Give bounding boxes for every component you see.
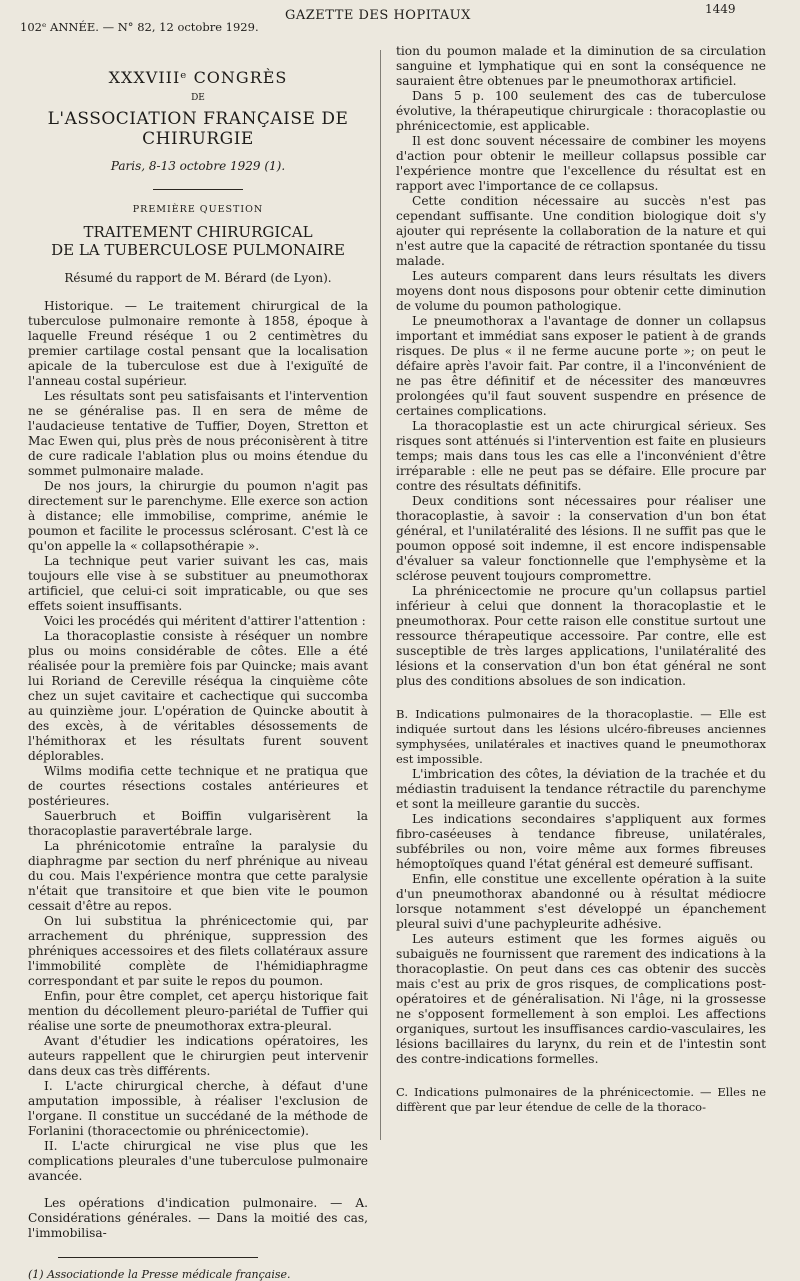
association-title: L'ASSOCIATION FRANÇAISE DE CHIRURGIE (47, 109, 349, 149)
section-c-heading: C. Indications pulmonaires de la phrénicectomie. — Elles ne diffèrent que par leur étendue de celle de la thoraco- (396, 1085, 766, 1114)
section-heading-paragraph: Les opérations d'indication pulmonaire. — A. Considérations générales. — Dans la moitié des cas, l'immobilisa- (28, 1196, 368, 1240)
report-summary-line: Résumé du rapport de M. Bérard (de Lyon). (64, 271, 332, 285)
paragraph: La phrénicectomie ne procure qu'un collapsus partiel inférieur à celui que donnent la thoracoplastie et le pneumothorax. Pour cette raison elle constitue surtout une ressource thérapeutique accessoire. Par contre, elle est susceptible de très larges applications, l'unilatéralité des lésions et la conservation d'un bon état général ne sont plus des conditions absolues de son indication. (396, 584, 766, 688)
footnote-rule (58, 1257, 258, 1258)
paragraph: Dans 5 p. 100 seulement des cas de tuberculose évolutive, la thérapeutique chirurgicale : thoracoplastie ou phrénicectomie, est applicable. (396, 89, 766, 133)
question-label: PREMIÈRE QUESTION (132, 204, 264, 215)
paragraph: Enfin, elle constitue une excellente opération à la suite d'un pneumothorax abandonné ou à résultat médiocre lorsque notamment s'est développé un épanchement pleural suivi d'une pachypleurite adhésive. (396, 872, 766, 931)
paragraph: L'imbrication des côtes, la déviation de la trachée et du médiastin traduisent la tendance rétractile du parenchyme et sont la meilleure garantie du succès. (396, 767, 766, 811)
section-b-heading: B. Indications pulmonaires de la thoracoplastie. — Elle est indiquée surtout dans les lésions ulcéro-fibreuses anciennes symphysées, unilatérales et inactives quand le pneumothorax est impossible. (396, 707, 766, 766)
footnote: (1) Associationde la Presse médicale française. (28, 1268, 291, 1281)
paragraph: Deux conditions sont nécessaires pour réaliser une thoracoplastie, à savoir : la conservation d'un bon état général, et l'unilatéralité des lésions. Il ne suffit pas que le poumon opposé soit indemne, il est encore indispensable d'évaluer sa valeur fonctionnelle que l'emphysème et la sclérose peuvent toujours compromettre. (396, 494, 766, 583)
separator (153, 189, 243, 190)
congress-de: DE (191, 93, 205, 103)
paragraph: La thoracoplastie est un acte chirurgical sérieux. Ses risques sont atténués si l'intervention est faite en plusieurs temps; mais dans tous les cas elle a l'inconvénient d'être irréparable : elle ne peut pas se défaire. Elle procure par contre des résultats définitifs. (396, 419, 766, 493)
paragraph: Les auteurs estiment que les formes aiguës ou subaiguës ne fournissent que rarement des indications à la thoracoplastie. On peut dans ces cas obtenir des succès mais c'est au prix de gros risques, de complications post-opératoires et de généralisation. Ni l'âge, ni la grossesse ne s'opposent formellement à son emploi. Les affections organiques, surtout les insuffisances cardio-vasculaires, les lésions bacillaires du larynx, du rein et de l'intestin sont des contre-indications formelles. (396, 932, 766, 1066)
right-column (396, 44, 766, 1115)
paragraph: On lui substitua la phrénicectomie qui, par arrachement du phrénique, suppression des phréniques accessoires et des filets collatéraux assure l'immobilité complète de l'hémidiaphragme correspondant et par suite le repos du poumon. (28, 914, 368, 988)
paragraph: Cette condition nécessaire au succès n'est pas cependant suffisante. Une condition biologique doit s'y ajouter qui représente la collaboration de la nature et qui n'est autre que la capacité de rétraction spontanée du tissu malade. (396, 194, 766, 268)
paragraph: II. L'acte chirurgical ne vise plus que les complications pleurales d'une tuberculose pulmonaire avancée. (28, 1139, 368, 1183)
paragraph: Les résultats sont peu satisfaisants et l'intervention ne se généralise pas. Il en sera de même de l'audacieuse tentative de Tuffier, Doyen, Stretton et Mac Ewen qui, plus près de nous préconisèrent à titre de cure radicale l'ablation plus ou moins étendue du sommet pulmonaire malade. (28, 389, 368, 478)
paragraph: Les auteurs comparent dans leurs résultats les divers moyens dont nous disposons pour obtenir cette diminution de volume du poumon pathologique. (396, 269, 766, 313)
paragraph: Sauerbruch et Boiffin vulgarisèrent la thoracoplastie paravertébrale large. (28, 809, 368, 838)
paragraph: Les indications secondaires s'appliquent aux formes fibro-caséeuses à tendance fibreuse, unilatérales, subfébriles ou non, voire même aux formes fibreuses hémoptoïques quand l'état général est demeuré suffisant. (396, 812, 766, 871)
paragraph: Enfin, pour être complet, cet aperçu historique fait mention du décollement pleuro-pariétal de Tuffier qui réalise une sorte de pneumothorax extra-pleural. (28, 989, 368, 1033)
paragraph: La phrénicotomie entraîne la paralysie du diaphragme par section du nerf phrénique au niveau du cou. Mais l'expérience montra que cette paralysie n'était que transitoire et que bien vite le poumon cessait d'être au repos. (28, 839, 368, 913)
paragraph: Avant d'étudier les indications opératoires, les auteurs rappellent que le chirurgien peut intervenir dans deux cas très différents. (28, 1034, 368, 1078)
column-divider (380, 50, 381, 1140)
paragraph: De nos jours, la chirurgie du poumon n'agit pas directement sur le parenchyme. Elle exerce son action à distance; elle immobilise, comprime, anémie le poumon et facilite le processus sclérosant. C'est là ce qu'on appelle la « collapsothérapie ». (28, 479, 368, 553)
issue-line: 102ᵉ ANNÉE. — N° 82, 12 octobre 1929. (20, 20, 259, 34)
paragraph: Il est donc souvent nécessaire de combiner les moyens d'action pour obtenir le meilleur collapsus possible car l'expérience montre que l'excellence du résultat est en rapport avec l'importance de ce collapsus. (396, 134, 766, 193)
paragraph: Wilms modifia cette technique et ne pratiqua que de courtes résections costales antérieures et postérieures. (28, 764, 368, 808)
article-title-2: DE LA TUBERCULOSE PULMONAIRE (51, 241, 345, 259)
article-title-1: TRAITEMENT CHIRURGICAL (83, 223, 313, 241)
paragraph: I. L'acte chirurgical cherche, à défaut d'une amputation impossible, à réaliser l'exclusion de l'organe. Il constitue un succédané de la méthode de Forlanini (thoracectomie ou phrénicectomie). (28, 1079, 368, 1138)
paragraph: tion du poumon malade et la diminution de sa circulation sanguine et lymphatique qui en sont la conséquence ne sauraient être obtenues par le pneumothorax artificiel. (396, 44, 766, 88)
page-number: 1449 (705, 2, 736, 16)
paragraph: La thoracoplastie consiste à réséquer un nombre plus ou moins considérable de côtes. Elle a été réalisée pour la première fois par Quincke; mais avant lui Roriand de Cereville réséqua la cinquième côte chez un sujet cavitaire et cachectique qui succomba au quinzième jour. L'opération de Quincke aboutit à des excès, à de véritables désossements de l'hémithorax et les résultats furent souvent déplorables. (28, 629, 368, 763)
paragraph: Historique. — Le traitement chirurgical de la tuberculose pulmonaire remonte à 1858, époque à laquelle Freund réséque 1 ou 2 centimètres du premier cartilage costal pensant que la localisation apicale de la tuberculose est due à l'exiguïté de l'anneau costal supérieur. (28, 299, 368, 388)
paragraph: Voici les procédés qui méritent d'attirer l'attention : (44, 614, 366, 628)
left-column (28, 58, 368, 1281)
paragraph: La technique peut varier suivant les cas, mais toujours elle vise à se substituer au pneumothorax artificiel, que celui-ci soit impraticable, ou que ses effets soient insuffisants. (28, 554, 368, 613)
congress-place: Paris, 8-13 octobre 1929 (1). (110, 159, 286, 173)
paragraph: Le pneumothorax a l'avantage de donner un collapsus important et immédiat sans exposer le patient à de grands risques. De plus « il ne ferme aucune porte »; on peut le défaire après l'avoir fait. Par contre, il a l'inconvénient de ne pas être définitif et de nécessiter des manœuvres prolongées qu'il faut souvent suspendre en présence de certaines complications. (396, 314, 766, 418)
journal-title: GAZETTE DES HOPITAUX (285, 8, 471, 23)
congress-title: XXXVIIIᵉ CONGRÈS (108, 68, 288, 87)
